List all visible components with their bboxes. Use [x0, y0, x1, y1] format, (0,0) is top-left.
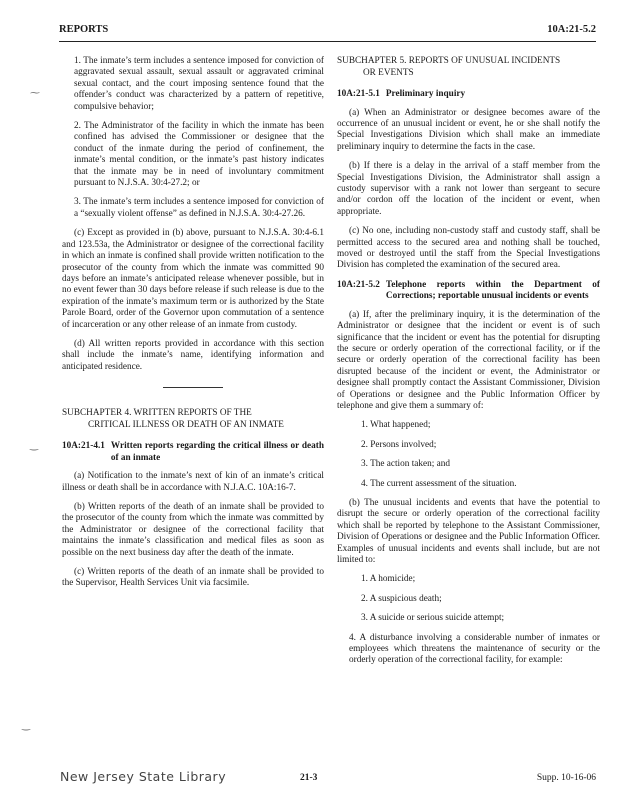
section-number: 10A:21-5.1 [337, 89, 380, 100]
left-column [62, 56, 324, 598]
list-item: 1. A homicide; [361, 574, 416, 585]
list-item: 3. The inmate’s term includes a sentence imposed for conviction of a “sexually violent offense” as defined in N.J.S.A. 30:4-27.26. [74, 197, 324, 219]
section-number: 10A:21-5.2 [337, 279, 380, 290]
section-title: Preliminary inquiry [385, 89, 466, 100]
subchapter-line: CRITICAL ILLNESS OR DEATH OF AN INMATE [88, 419, 284, 430]
section-title: Written reports regarding the critical illness or death of an inmate [110, 441, 324, 463]
list-item: 2. The Administrator of the facility in which the inmate has been confined has advised the Commissioner or designee that the conduct of the inmate during the period of confinement, the inmate’s mental condition, or the inmate’s past history indicates that the inmate may be in need of involuntary commitment pursuant to N.J.S.A. 30:4-27.2; or [74, 121, 324, 189]
right-column [337, 56, 600, 675]
section-number: 10A:21-4.1 [62, 441, 105, 452]
paragraph: (a) Notification to the inmate’s next of kin of an inmate’s critical illness or death shall be in accordance with N.J.A.C. 10A:16-7. [62, 471, 324, 493]
subchapter-line: SUBCHAPTER 5. REPORTS OF UNUSUAL INCIDENTS [337, 56, 561, 66]
paragraph: (b) If there is a delay in the arrival of a staff member from the Special Investigations Division, the Administrator shall assign a custody supervisor with a rank not lower than sergeant to secure and/or cordon off the location of the incident or event, when appropriate. [337, 161, 600, 217]
subchapter-heading [337, 56, 600, 79]
header-chapter-title: REPORTS [59, 24, 109, 35]
section-heading [337, 280, 600, 303]
paragraph: (a) When an Administrator or designee becomes aware of the occurrence of an unusual incident or event, he or she shall notify the Special Investigations Division which shall make an immediate preliminary inquiry to determine the facts in the case. [337, 107, 600, 152]
paragraph: (c) No one, including non-custody staff and custody staff, shall be permitted access to the secured area and nothing shall be touched, moved or destroyed until the staff from the Special Investigations Division has completed the examination of the secured area. [337, 226, 600, 271]
list-item: 1. What happened; [361, 420, 431, 431]
supplement-date: Supp. 10-16-06 [536, 773, 596, 783]
paragraph: (b) Written reports of the death of an inmate shall be provided to the prosecutor of the county from which the inmate was committed by the Administrator or designee of the correctional facility that maintains the inmate’s classification and medical files as soon as possible on the next business day after the death of the inmate. [62, 501, 324, 558]
margin-mark: ‿ [22, 720, 31, 731]
margin-mark: ‿ [30, 440, 39, 451]
section-divider [163, 387, 223, 388]
list-item: 3. The action taken; and [361, 459, 450, 470]
subchapter-line: SUBCHAPTER 4. WRITTEN REPORTS OF THE [62, 408, 252, 419]
paragraph: (a) If, after the preliminary inquiry, it is the determination of the Administrator or designee that the incident or event is of such significance that the incident or event has the potential for disrupting the secure or orderly operation of the correctional facility, or if the secure or orderly operation of the correctional facility has been disrupted because of the incident or event, the Administrator or designee shall promptly contact the Assistant Commissioner, Division of Operations or designee and the Public Information Officer by telephone and give them a summary of: [337, 309, 600, 411]
paragraph-c: (c) Except as provided in (b) above, pursuant to N.J.S.A. 30:4-6.1 and 123.53a, the Administrator or designee of the correctional facility in which an inmate is confined shall provide written notification to the prosecutor of the county from which the inmate was committed 90 days before an inmate’s anticipated release whenever possible, but in no event fewer than 30 days before release if such release is due to the expiration of the inmate’s maximum term or is authorized by the State Parole Board, order of the Governor upon commutation of a sentence of incarceration or any other release of an inmate from custody. [62, 228, 324, 330]
header-rule [59, 41, 596, 42]
running-header [59, 24, 596, 40]
list-item: 2. A suspicious death; [361, 593, 442, 604]
section-heading [62, 441, 324, 464]
header-section-number: 10A:21-5.2 [547, 24, 596, 35]
page-number: 21-3 [300, 773, 318, 783]
paragraph: (b) The unusual incidents and events that have the potential to disrupt the secure or orderly operation of the correctional facility which shall be reported by telephone to the Assistant Commissioner, Division of Operations or designee and the Public Information Officer. Examples of unusual incidents and events shall include, but are not limited to: [337, 497, 600, 565]
subchapter-line: OR EVENTS [363, 67, 414, 78]
list-item: 1. The inmate’s term includes a sentence imposed for conviction of aggravated sexual assault, sexual assault or aggravated criminal sexual contact, and the court imposing sentence found that the offender’s conduct was characterized by a pattern of repetitive, compulsive behavior; [74, 56, 324, 112]
paragraph-d: (d) All written reports provided in accordance with this section shall include the inmate’s name, identifying information and anticipated residence. [62, 338, 324, 372]
list-item: 2. Persons involved; [361, 439, 437, 450]
section-title: Telephone reports within the Department of Corrections; reportable unusual incidents or events [385, 279, 600, 302]
section-heading [337, 89, 600, 100]
margin-mark: ⁓ [30, 88, 40, 99]
list-item: 4. The current assessment of the situation. [361, 478, 517, 489]
list-item: 4. A disturbance involving a considerable number of inmates or employees which threatens the maintenance of security or the orderly operation of the correctional facility, for example: [349, 632, 600, 666]
subchapter-heading [62, 408, 324, 431]
library-watermark: New Jersey State Library [60, 769, 227, 784]
paragraph: (c) Written reports of the death of an inmate shall be provided to the Supervisor, Health Services Unit via facsimile. [62, 567, 324, 589]
list-item: 3. A suicide or serious suicide attempt; [361, 613, 505, 624]
